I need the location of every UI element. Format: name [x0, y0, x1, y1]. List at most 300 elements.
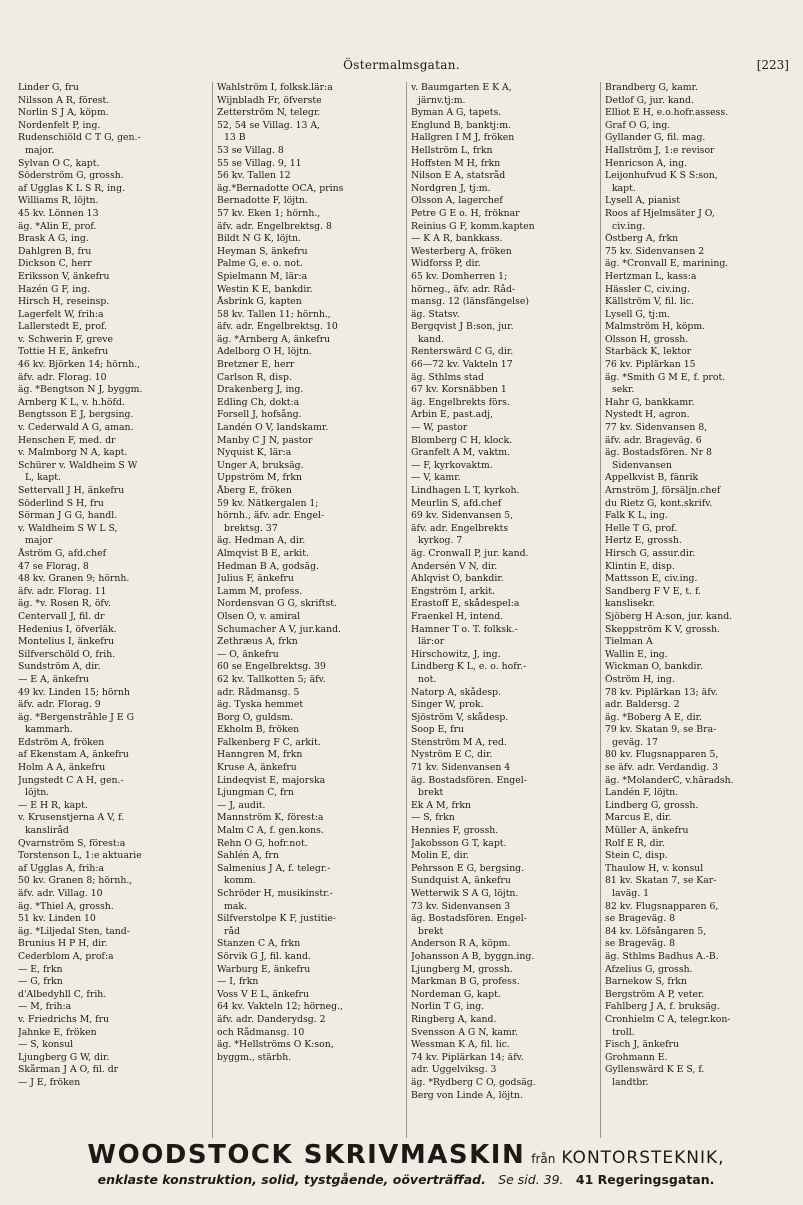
directory-entry: mak.: [224, 900, 247, 912]
directory-entry: äg. *Hellströms O K:son,: [217, 1039, 334, 1051]
directory-entry: Elliot E H, e.o.hofr.assess.: [605, 107, 729, 119]
directory-entry: Barnekow S, frkn: [605, 976, 687, 988]
directory-entry: 84 kv. Löfsångaren 5,: [605, 925, 707, 937]
directory-entry: Forsell J, hofsång.: [217, 409, 302, 421]
directory-entry: af Ugglas K L S R, ing.: [18, 182, 126, 194]
directory-entry: äg. *Smith G M E, f. prot.: [605, 371, 726, 383]
directory-entry: Qvarnström S, förest:a: [18, 837, 126, 849]
directory-entry: Blomberg C H, klock.: [411, 434, 513, 446]
directory-entry: Bernadotte F, löjtn.: [217, 195, 308, 207]
directory-entry: brekt: [418, 787, 444, 799]
directory-entry: Edström A, fröken: [18, 736, 105, 748]
directory-entry: Lysell G, tj:m.: [605, 308, 670, 320]
directory-entry: Montelius I, änkefru: [18, 636, 115, 648]
directory-entry: — M, frih:a: [18, 1001, 72, 1013]
directory-entry: Ljungman C, frn: [217, 787, 294, 799]
directory-entry: — J, audit.: [217, 799, 266, 811]
directory-entry: Bretzner E, herr: [217, 359, 295, 371]
directory-entry: Engström I, arkit.: [411, 585, 495, 597]
directory-entry: Reinius G F, komm.kapten: [411, 220, 535, 232]
ad-tagline: enklaste konstruktion, solid, tystgående, oöverträffad.: [97, 1172, 486, 1187]
directory-entry: Bergström A P, veter.: [605, 988, 705, 1000]
directory-entry: Hennies F, grossh.: [411, 825, 499, 837]
directory-entry: Hazén G F, ing.: [18, 283, 91, 295]
directory-entry: se Brageväg. 8: [605, 938, 676, 950]
column-1: [18, 82, 212, 1138]
directory-entry: Berg von Linde A, löjtn.: [411, 1089, 523, 1101]
directory-entry: Schumacher A V, jur.kand.: [217, 623, 341, 635]
directory-entry: Torstenson L, 1:e aktuarie: [18, 850, 142, 862]
directory-entry: Malm C A, f. gen.kons.: [217, 825, 324, 837]
advertisement: [18, 1140, 794, 1198]
directory-entry: major.: [25, 144, 55, 156]
directory-entry: Arnström J, försäljn.chef: [605, 485, 721, 496]
directory-entry: Sandberg F V E, t. f.: [605, 585, 702, 597]
directory-entry: Jungstedt C A H, gen.-: [18, 774, 124, 786]
directory-entry: råd: [224, 925, 240, 937]
directory-entry: Öström H, ing.: [605, 673, 675, 685]
directory-entry: Lamm M, profess.: [217, 585, 303, 597]
directory-entry: Nilsson A R, förest.: [18, 94, 110, 106]
directory-entry: äg. *v. Rosen R, öfv.: [18, 598, 111, 610]
directory-entry: Pehrsson E G, bergsing.: [411, 862, 525, 874]
directory-entry: Fraenkel H, intend.: [411, 610, 504, 622]
directory-entry: äfv. adr. Engelbrekts: [411, 522, 509, 534]
directory-entry: Johansson A B, byggn.ing.: [411, 950, 535, 962]
directory-entry: Dickson C, herr: [18, 258, 92, 270]
directory-entry: äfv. adr. Danderydsg. 2: [217, 1013, 326, 1025]
directory-entry: Landén O V, landskamr.: [217, 422, 329, 434]
directory-entry: byggm., stärbh.: [217, 1051, 292, 1063]
directory-entry: Englund B, banktj:m.: [411, 119, 511, 131]
directory-entry: äg. Tyska hemmet: [217, 699, 304, 711]
directory-entry: äg. Hedman A, dir.: [217, 535, 306, 547]
street-title: Östermalmsgatan.: [343, 58, 460, 72]
ad-address: 41 Regeringsgatan.: [575, 1172, 715, 1187]
directory-entry: Widforss P, dir.: [411, 258, 481, 270]
directory-entry: Wahlström I, folksk.lär:a: [217, 82, 333, 93]
directory-entry: kammarh.: [25, 724, 73, 736]
directory-entry: Manby C J N, pastor: [217, 434, 313, 446]
directory-entry: äg. Statsv.: [411, 308, 460, 320]
directory-entry: Eriksson V, änkefru: [18, 270, 110, 282]
directory-entry: 80 kv. Flugsnapparen 5,: [605, 749, 719, 761]
directory-entry: 65 kv. Domherren 1;: [411, 270, 508, 282]
directory-entry: och Rådmansg. 10: [217, 1026, 305, 1038]
ad-from: från: [531, 1152, 556, 1166]
directory-entry: 79 kv. Skatan 9, se Bra-: [605, 724, 717, 736]
directory-entry: Sylvan O C, kapt.: [18, 157, 100, 169]
directory-entry: Helle T G, prof.: [605, 522, 678, 534]
directory-entry: äg. *Thiel A, grossh.: [18, 900, 114, 912]
directory-entry: Silfverschöld O, frih.: [18, 648, 116, 660]
directory-entry: Klintin E, disp.: [605, 560, 675, 572]
ad-brand: WOODSTOCK SKRIVMASKIN: [87, 1140, 526, 1170]
directory-entry: se äfv. adr. Verdandig. 3: [605, 762, 719, 774]
directory-entry: Sundström A, dir.: [18, 661, 101, 673]
directory-entry: v. Waldheim S W L S,: [18, 522, 118, 534]
directory-entry: äfv. adr. Florag. 9: [18, 699, 101, 711]
directory-entry: 46 kv. Björken 14; hörnh.,: [18, 359, 141, 371]
directory-entry: kansliråd: [25, 825, 69, 837]
directory-entry: brektsg. 37: [224, 522, 278, 534]
directory-entry: 77 kv. Sidenvansen 8,: [605, 422, 708, 434]
directory-entry: 52, 54 se Villag. 13 A,: [217, 119, 321, 131]
directory-entry: Skeppström K V, grossh.: [605, 623, 721, 635]
directory-entry: — V, kamr.: [411, 472, 461, 484]
directory-entry: Leijonhufvud K S S:son,: [605, 170, 718, 182]
directory-entry: 56 kv. Tallen 12: [217, 170, 291, 182]
directory-entry: Erastoff E, skådespel:a: [411, 598, 520, 610]
directory-entry: Gyllander G, fil. mag.: [605, 132, 706, 144]
directory-entry: Hoffsten M H, frkn: [411, 157, 501, 169]
directory-entry: Hirsch H, reseinsp.: [18, 296, 110, 308]
directory-entry: — J E, fröken: [18, 1076, 81, 1088]
directory-entry: Zetterström N, telegr.: [217, 107, 321, 119]
directory-entry: äg. Engelbrekts förs.: [411, 396, 510, 408]
directory-entry: 62 kv. Tallkotten 5; äfv.: [217, 673, 326, 685]
directory-entry: geväg. 17: [612, 736, 658, 748]
directory-entry: Bengtsson E J, bergsing.: [18, 409, 134, 421]
directory-entry: 75 kv. Sidenvansen 2: [605, 245, 705, 257]
directory-entry: Hanngren M, frkn: [217, 749, 303, 761]
directory-entry: Lindhagen L T, kyrkoh.: [411, 485, 520, 496]
directory-entry: Mattsson E, civ.ing.: [605, 573, 698, 585]
directory-entry: Landén F, löjtn.: [605, 787, 679, 799]
directory-entry: Ljungberg G W, dir.: [18, 1051, 110, 1063]
directory-entry: Dahlgren B, fru: [18, 245, 92, 257]
directory-entry: — G, frkn: [18, 976, 63, 988]
directory-entry: Ekholm B, fröken: [217, 724, 300, 736]
directory-entry: Stenström M A, red.: [411, 736, 507, 748]
directory-entry: Roos af Hjelmsäter J O,: [605, 207, 715, 219]
directory-entry: Nordenfelt P, ing.: [18, 119, 101, 131]
directory-entry: 81 kv. Skatan 7, se Kar-: [605, 875, 717, 887]
ad-company: KONTORSTEKNIK,: [561, 1148, 725, 1168]
directory-entry: Olsen O, v. amiral: [217, 610, 301, 622]
directory-entry: Byman A G, tapets.: [411, 107, 502, 119]
directory-entry: Sundquist A, änkefru: [411, 875, 511, 887]
directory-entry: Lysell A, pianist: [605, 195, 680, 207]
directory-entry: Nordeman G, kapt.: [411, 988, 501, 1000]
directory-entry: Nordensvan G G, skriftst.: [217, 598, 337, 610]
directory-entry: Ek A M, frkn: [411, 799, 471, 811]
directory-entry: Hellström L, frkn: [411, 144, 493, 156]
directory-entry: Skårman J A O, fil. dr: [18, 1064, 119, 1076]
directory-entry: äg. Sthlms Badhus A.-B.: [605, 950, 719, 962]
directory-entry: Lallerstedt E, prof.: [18, 321, 108, 333]
directory-entry: Lindberg G, grossh.: [605, 799, 699, 811]
directory-entry: Åsbrink G, kapten: [217, 296, 302, 308]
directory-entry: 50 kv. Granen 8; hörnh.,: [18, 875, 133, 887]
directory-entry: Stanzen C A, frkn: [217, 938, 301, 950]
directory-entry: Tielman A: [605, 636, 653, 648]
directory-entry: äg.*Bernadotte OCA, prins: [217, 182, 344, 194]
directory-entry: Norlin S J A, köpm.: [18, 107, 109, 119]
directory-entry: Carlson R, disp.: [217, 371, 292, 383]
directory-entry: Henricson A, ing.: [605, 157, 688, 169]
directory-entry: Rudenschiöld C T G, gen.-: [18, 132, 141, 144]
directory-entry: 51 kv. Linden 10: [18, 913, 96, 925]
directory-entry: — F, kyrkovaktm.: [411, 459, 493, 471]
directory-entry: 58 kv. Tallen 11; hörnh.,: [217, 308, 331, 320]
directory-entry: Åberg E, fröken: [217, 485, 292, 496]
page-header: [0, 56, 803, 78]
directory-entry: Gyllenswärd K E S, f.: [605, 1064, 705, 1076]
directory-entry: Julius F, änkefru: [217, 573, 294, 585]
directory-entry: äfv. adr. Villag. 10: [18, 888, 103, 899]
directory-entry: Schürer v. Waldheim S W: [18, 459, 138, 471]
directory-entry: Warburg E, änkefru: [217, 963, 311, 975]
directory-entry: Malmström H, köpm.: [605, 321, 706, 333]
directory-entry: äfv. adr. Florag. 10: [18, 371, 107, 383]
directory-entry: äg. Sthlms stad: [411, 371, 485, 383]
directory-entry: Hirschowitz, J, ing.: [411, 648, 501, 660]
directory-entry: Cronhielm C A, telegr.kon-: [605, 1013, 731, 1025]
directory-entry: Detlof G, jur. kand.: [605, 94, 694, 106]
directory-entry: Nilson E A, statsråd: [411, 170, 506, 182]
directory-entry: Hedman B A, godsäg.: [217, 560, 319, 572]
directory-entry: af Ekenstam A, änkefru: [18, 749, 129, 761]
directory-entry: Mannström K, förest:a: [217, 812, 324, 824]
directory-entry: Sjöström V, skådesp.: [411, 711, 509, 723]
directory-entry: Wetterwik S A G, löjtn.: [411, 888, 519, 899]
directory-entry: Kruse A, änkefru: [217, 762, 297, 774]
directory-entry: Heyman S, änkefru: [217, 245, 308, 257]
directory-entry: Westin K E, bankdir.: [217, 283, 313, 295]
directory-entry: 64 kv. Vakteln 12; hörneg.,: [217, 1001, 343, 1013]
directory-entry: — W, pastor: [411, 422, 468, 434]
directory-entry: Cederblom A, prof:a: [18, 950, 114, 962]
directory-entry: Nystedt H, agron.: [605, 409, 690, 421]
directory-entry: Settervall J H, änkefru: [18, 485, 125, 496]
directory-entry: se Brageväg. 8: [605, 913, 676, 925]
directory-entry: äfv. adr. Engelbrektsg. 8: [217, 220, 332, 232]
directory-entry: Ahlqvist O, bankdir.: [411, 573, 504, 585]
directory-entry: troll.: [612, 1026, 635, 1038]
directory-entry: Petre G E o. H, fröknar: [411, 207, 520, 219]
directory-entry: Lagerfelt W, frih:a: [18, 308, 104, 320]
directory-entry: Sörman J G G, handl.: [18, 510, 118, 522]
column-2: [212, 82, 406, 1138]
directory-entry: Renterswärd C G, dir.: [411, 346, 514, 358]
directory-entry: Hedenius I, öfverläk.: [18, 623, 117, 635]
directory-entry: Brunius H P H, dir.: [18, 938, 108, 950]
directory-entry: Uppström M, frkn: [217, 472, 302, 484]
directory-entry: äg. Bostadsfören. Engel-: [411, 913, 527, 925]
directory-entry: 69 kv. Sidenvansen 5,: [411, 510, 514, 522]
directory-entry: adr. Rådmansg. 5: [217, 686, 300, 698]
directory-entry: Spielmann M, lär:a: [217, 270, 308, 282]
directory-entry: 73 kv. Sidenvansen 3: [411, 900, 511, 912]
directory-entry: v. Friedrichs M, fru: [18, 1013, 110, 1025]
ad-reference: Se sid. 39.: [498, 1172, 564, 1187]
directory-entry: Brask A G, ing.: [18, 233, 89, 245]
directory-entry: Molin E, dir.: [411, 850, 470, 862]
directory-entry: laväg. 1: [612, 888, 650, 899]
directory-entry: Unger A, bruksäg.: [217, 459, 304, 471]
directory-entry: Palme G, e. o. not.: [217, 258, 303, 270]
directory-entry: — E A, änkefru: [18, 673, 90, 685]
directory-entry: Arbin E, past.adj,: [411, 409, 494, 421]
directory-entry: Falk K L, ing.: [605, 510, 668, 522]
directory-entry: 57 kv. Eken 1; hörnh.,: [217, 207, 321, 219]
directory-entry: Stein C, disp.: [605, 850, 668, 862]
directory-entry: kand.: [418, 333, 445, 345]
directory-entry: Centervall J, fil. dr: [18, 610, 105, 622]
directory-entry: Soop E, fru: [411, 724, 465, 736]
directory-entry: Markman B G, profess.: [411, 976, 520, 988]
directory-entry: äg. *Bergenstråhle J E G: [18, 711, 135, 723]
directory-entry: — S, frkn: [411, 812, 455, 824]
directory-entry: äfv. adr. Engelbrektsg. 10: [217, 321, 338, 333]
directory-entry: Svensson A G N, kamr.: [411, 1026, 519, 1038]
directory-entry: Källström V, fil. lic.: [605, 296, 694, 308]
directory-entry: af Ugglas A, frih:a: [18, 862, 105, 874]
directory-entry: 59 kv. Nätkergalen 1;: [217, 497, 319, 509]
directory-entry: 76 kv. Piplärkan 15: [605, 359, 696, 371]
directory-entry: Graf O G, ing.: [605, 119, 671, 131]
directory-entry: Jakobsson G T, kapt.: [411, 837, 507, 849]
directory-entry: landtbr.: [612, 1076, 649, 1088]
directory-entry: Sidenvansen: [612, 459, 672, 471]
directory-entry: Almqvist B E, arkit.: [217, 547, 309, 559]
column-3: [406, 82, 600, 1138]
directory-entry: Tottie H E, änkefru: [18, 346, 109, 358]
directory-entry: äfv. adr. Florag. 11: [18, 585, 107, 597]
directory-entry: Arnberg K L, v. h.höfd.: [18, 396, 125, 408]
directory-entry: Adelborg O H, löjtn.: [217, 346, 312, 358]
directory-entry: mansg. 12 (länsfängelse): [411, 296, 529, 308]
directory-entry: Hirsch G, assur.dir.: [605, 547, 696, 559]
directory-entry: not.: [418, 673, 437, 685]
directory-entry: 66—72 kv. Vakteln 17: [411, 359, 513, 371]
directory-entry: d'Albedyhll C, frih.: [18, 988, 107, 1000]
directory-entry: hörnh., äfv. adr. Engel-: [217, 510, 325, 522]
directory-entry: 71 kv. Sidenvansen 4: [411, 762, 511, 774]
directory-entry: Anderson R A, köpm.: [411, 938, 511, 950]
directory-entry: Zethræus A, frkn: [217, 636, 298, 648]
directory-entry: du Rietz G, kont.skrifv.: [605, 497, 713, 509]
directory-entry: 48 kv. Granen 9; hörnh.: [18, 573, 130, 585]
directory-entry: äg. Bostadsfören. Nr 8: [605, 447, 712, 459]
directory-entry: Rehn O G, hofr.not.: [217, 837, 308, 849]
directory-entry: Singer W, prok.: [411, 699, 484, 711]
directory-entry: Rolf E R, dir.: [605, 837, 665, 849]
directory-entry: Olsson A, lagerchef: [411, 195, 503, 207]
directory-entry: Fisch J, änkefru: [605, 1039, 679, 1051]
directory-entry: 67 kv. Korsnäbben 1: [411, 384, 507, 396]
directory-entry: adr. Baldersg. 2: [605, 699, 680, 711]
directory-entry: Lindberg K L, e. o. hofr.-: [411, 661, 527, 673]
directory-entry: Hertz E, grossh.: [605, 535, 682, 547]
directory-entry: Falkenberg F C, arkit.: [217, 736, 321, 748]
page-number: [223]: [756, 58, 789, 72]
directory-entry: sekr.: [612, 384, 635, 396]
directory-entry: — O, änkefru: [217, 648, 279, 660]
directory-entry: — K A R, bankkass.: [411, 233, 503, 245]
directory-entry: Nyström E C, dir.: [411, 749, 493, 761]
directory-entry: 78 kv. Piplärkan 13; äfv.: [605, 686, 718, 698]
directory-entry: Hamner T o. T. folksk.-: [411, 623, 518, 635]
directory-entry: 45 kv. Lönnen 13: [18, 207, 99, 219]
directory-entry: Williams R, löjtn.: [18, 195, 99, 207]
directory-entry: Andersén V N, dir.: [411, 560, 498, 572]
directory-entry: v. Krusenstjerna A V, f.: [18, 812, 125, 824]
directory-entry: kapt.: [612, 182, 636, 194]
directory-entry: komm.: [224, 875, 256, 887]
directory-entry: Thaulow H, v. konsul: [605, 862, 704, 874]
directory-entry: Lindeqvist E, majorska: [217, 774, 326, 786]
directory-entry: Voss V E L, änkefru: [217, 988, 309, 1000]
directory-entry: Afzelius G, grossh.: [605, 963, 693, 975]
directory-entry: Ljungberg M, grossh.: [411, 963, 513, 975]
directory-entry: Silfverstolpe K F, justitie-: [217, 913, 336, 925]
directory-entry: Olsson H, grossh.: [605, 333, 689, 345]
directory-entry: Grohmann E.: [605, 1051, 668, 1063]
directory-entry: Wallin E, ing.: [605, 648, 668, 660]
directory-entry: Meurlin S, afd.chef: [411, 497, 502, 509]
directory-entry: adr. Uggelviksg. 3: [411, 1064, 497, 1076]
directory-entry: Östberg A, frkn: [605, 233, 679, 245]
directory-entry: Nyquist K, lär:a: [217, 447, 292, 459]
directory-entry: 47 se Florag. 8: [18, 560, 89, 572]
directory-entry: Norlin T G, ing.: [411, 1001, 485, 1013]
directory-entry: Bergqvist J B:son, jur.: [411, 321, 514, 333]
directory-entry: L, kapt.: [25, 472, 61, 484]
directory-entry: Müller A, änkefru: [605, 825, 689, 837]
directory-entry: Borg O, guldsm.: [217, 711, 294, 723]
directory-entry: Söderström G, grossh.: [18, 170, 124, 182]
directory-entry: v. Malmborg N A, kapt.: [18, 447, 128, 459]
directory-entry: äg. *Boberg A E, dir.: [605, 711, 702, 723]
directory-entry: äfv. adr. Brageväg. 6: [605, 434, 702, 446]
directory-entry: Hallström J, 1:e revisor: [605, 144, 715, 156]
directory-entry: 60 se Engelbrektsg. 39: [217, 661, 326, 673]
directory-entry: Drakenberg J, ing.: [217, 384, 304, 396]
column-4: [600, 82, 794, 1138]
directory-entry: brekt: [418, 925, 444, 937]
directory-entry: kyrkog. 7: [418, 535, 463, 547]
directory-entry: Edling Ch, dokt:a: [217, 396, 300, 408]
directory-entry: Ringberg A, kand.: [411, 1013, 497, 1025]
directory-entry: Fahlberg J A, f. bruksäg.: [605, 1001, 720, 1013]
directory-entry: löjtn.: [25, 787, 50, 799]
directory-entry: Hahr G, bankkamr.: [605, 396, 695, 408]
directory-entry: Granfelt A M, vaktm.: [411, 447, 511, 459]
directory-entry: järnv.tj:m.: [418, 94, 466, 106]
directory-entry: Wickman O, bankdir.: [605, 661, 703, 673]
directory-entry: äg. *Alin E, prof.: [18, 220, 97, 232]
directory-entry: Sjöberg H A:son, jur. kand.: [605, 610, 733, 622]
directory-entry: äg. *Cronvall E, marining.: [605, 258, 729, 270]
directory-entry: 13 B: [224, 132, 246, 144]
directory-entry: Hässler C, civ.ing.: [605, 283, 690, 295]
directory-entry: civ.ing.: [612, 220, 646, 232]
directory-entry: Wessman K A, fil. lic.: [411, 1039, 510, 1051]
directory-entry: — E, frkn: [18, 963, 63, 975]
directory-entry: äg. *Bengtson N J, byggm.: [18, 384, 143, 396]
directory-entry: Brandberg G, kamr.: [605, 82, 698, 93]
directory-entry: lär:or: [418, 636, 445, 648]
directory-entry: — E H R, kapt.: [18, 799, 88, 811]
directory-entry: major: [25, 535, 53, 547]
directory-entry: Hallgren I M J, fröken: [411, 132, 515, 144]
directory-entry: Sörvik G J, fil. kand.: [217, 950, 311, 962]
directory-entry: äg. *Liljedal Sten, tand-: [18, 925, 130, 937]
directory-columns: [18, 82, 794, 1138]
directory-entry: Wijnbladh Fr, öfverste: [217, 94, 322, 106]
